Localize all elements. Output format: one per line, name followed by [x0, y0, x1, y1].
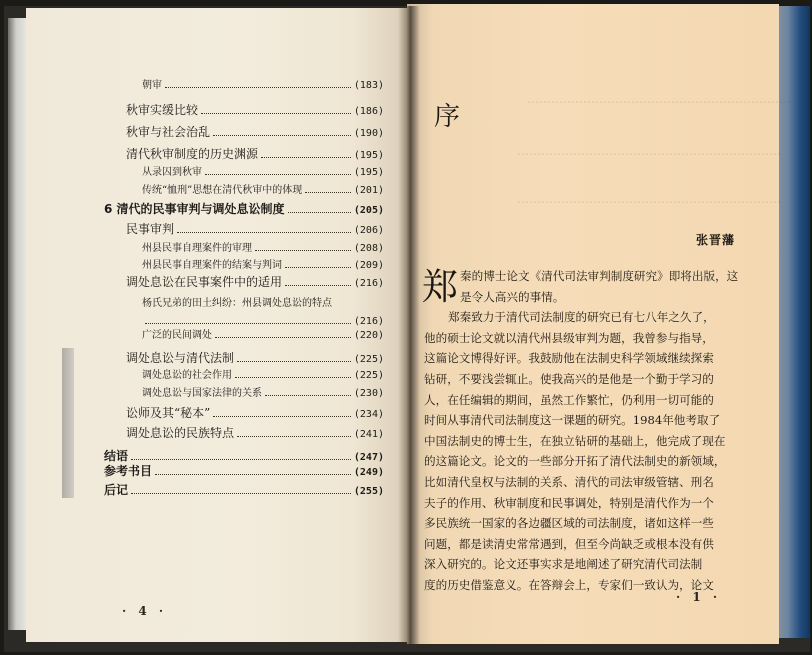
preface-line: 钻研，不要浅尝辄止。使我高兴的是他是一个勤于学习的	[424, 372, 714, 386]
preface-line: 比如清代皇权与法制的关系、清代的司法审级管辖、刑名	[424, 475, 714, 489]
toc-entry-title: 调处息讼在民事案件中的适用	[126, 275, 283, 289]
toc-entry-title: 民事审判	[126, 222, 175, 236]
toc-entry-title: 秋审实缓比较	[126, 103, 199, 117]
toc-leader-dots	[145, 323, 351, 324]
toc-leader-dots	[215, 337, 351, 338]
toc-entry	[104, 200, 384, 217]
preface-line: 时间从事清代司法制度这一课题的研究。1984年他考取了	[424, 413, 721, 428]
preface-line: 的这篇论文。论文的一些部分开拓了清代法制史的新领域，	[424, 454, 726, 469]
preface-line: 多民族统一国家的各边疆区域的司法制度，诸如这样一些	[424, 516, 714, 531]
toc-page-number: (195)	[353, 167, 384, 178]
toc-entry-title: 朝审	[142, 80, 162, 91]
toc-page-number: (225)	[353, 370, 384, 381]
toc-page-number: (225)	[353, 354, 384, 365]
toc-entry	[142, 294, 384, 309]
toc-page-number: (195)	[353, 150, 384, 161]
toc-entry	[126, 349, 384, 366]
toc-page-number: (201)	[353, 185, 384, 196]
preface-line: 中国法制史的博士生，在独立钻研的基础上，他完成了现在	[424, 433, 726, 448]
toc-page-number: (209)	[353, 260, 384, 271]
toc-entry-title: 调处息讼与国家法律的关系	[142, 388, 262, 399]
preface-author: 张晋藩	[696, 233, 736, 247]
preface-line: 秦的博士论文《清代司法审判制度研究》即将出版，这	[460, 269, 739, 283]
toc-page-number: (190)	[353, 128, 384, 139]
preface-line: 深入研究的。论文还事实求是地阐述了研究清代司法制	[424, 557, 703, 572]
toc-page-number: (216)	[353, 316, 384, 327]
toc-entry-title: 调处息讼与清代法制	[126, 351, 235, 365]
toc-entry	[126, 101, 384, 118]
preface-title: 序	[434, 102, 461, 132]
book-gutter	[398, 6, 420, 644]
toc-entry-title: 调处息讼的社会作用	[142, 370, 232, 381]
preface-line: 这篇论文博得好评。我鼓励他在法制史科学领域继续探索	[424, 351, 714, 366]
preface-line: 夫子的作用、秋审制度和民事调处，特别是清代作为一个	[424, 495, 714, 510]
toc-page-number: (183)	[353, 80, 384, 91]
preface-line: 人，在任编辑的期间，虽然工作繁忙，仍利用一切可能的	[424, 392, 714, 407]
toc-page-number: (249)	[353, 467, 384, 478]
toc-entry	[126, 220, 384, 237]
toc-leader-dots	[201, 113, 351, 114]
toc-leader-dots	[288, 212, 351, 213]
toc-entry-title: 后记	[104, 483, 129, 497]
toc-page-number: (206)	[353, 225, 384, 236]
left-page	[26, 8, 410, 642]
toc-entry	[142, 326, 384, 342]
toc-leader-dots	[205, 174, 351, 175]
toc-entry-title: 调处息讼的民族特点	[126, 426, 235, 440]
toc-leader-dots	[213, 416, 351, 417]
preface-line: 他的硕士论文就以清代州县级审判为题，我曾参与指导，	[424, 330, 714, 345]
toc-entry	[142, 239, 384, 255]
toc-entry-title: 杨氏兄弟的田土纠纷：州县调处息讼的特点	[142, 298, 332, 309]
toc-entry-title: 6 清代的民事审判与调处息讼制度	[104, 202, 285, 216]
toc-entry	[104, 481, 384, 498]
right-page-number: · 1 ·	[676, 590, 722, 604]
toc-leader-dots	[213, 135, 351, 136]
show-through-text: …………………………………………………………	[517, 144, 781, 158]
toc-entry	[126, 424, 384, 441]
toc-leader-dots	[177, 232, 351, 233]
toc-leader-dots	[261, 157, 351, 158]
show-through-text: …………………………………………………………	[527, 92, 791, 106]
toc-leader-dots	[237, 436, 351, 437]
toc-page-number: (208)	[353, 243, 384, 254]
table-of-contents	[26, 8, 410, 642]
toc-leader-dots	[235, 377, 351, 378]
toc-leader-dots	[131, 459, 351, 460]
toc-entry-title: 讼师及其“秘本”	[126, 406, 211, 420]
toc-entry	[142, 76, 384, 92]
toc-entry-title: 清代秋审制度的历史渊源	[126, 147, 259, 161]
show-through-text: …………………………………………………………	[517, 192, 781, 206]
toc-page-number: (186)	[353, 106, 384, 117]
toc-entry	[142, 181, 384, 197]
toc-leader-dots	[305, 192, 351, 193]
toc-entry	[126, 145, 384, 162]
drop-cap: 郑	[422, 267, 459, 308]
toc-leader-dots	[255, 250, 351, 251]
toc-entry	[142, 163, 384, 179]
toc-leader-dots	[285, 267, 351, 268]
toc-leader-dots	[285, 285, 351, 286]
toc-entry	[142, 384, 384, 400]
toc-page-number: (255)	[353, 486, 384, 497]
toc-page-number: (234)	[353, 409, 384, 420]
toc-page-number: (230)	[353, 388, 384, 399]
toc-leader-dots	[155, 474, 351, 475]
toc-page-number: (247)	[353, 452, 384, 463]
toc-entry-title: 结语	[104, 449, 129, 463]
toc-entry-title: 秋审与社会治乱	[126, 125, 211, 139]
toc-entry-title: 州县民事自理案件的结案与判词	[142, 260, 282, 271]
toc-page-number: (241)	[353, 429, 384, 440]
preface-line: 度的历史借鉴意义。在答辩会上，专家们一致认为，论文	[424, 578, 714, 592]
toc-leader-dots	[265, 395, 351, 396]
preface-line: 问题，都是读清史常常遇到，但至今尚缺乏或根本没有供	[424, 536, 714, 551]
toc-entry	[126, 404, 384, 421]
toc-page-number: (216)	[353, 278, 384, 289]
toc-entry-title: 州县民事自理案件的审理	[142, 243, 252, 254]
toc-leader-dots	[131, 493, 351, 494]
toc-entry-title: 传统“恤刑”思想在清代秋审中的体现	[142, 185, 303, 196]
left-page-number: · 4 ·	[122, 604, 168, 618]
toc-entry	[142, 256, 384, 272]
toc-entry	[126, 123, 384, 140]
toc-entry	[104, 462, 384, 479]
preface-line: 是令人高兴的事情。	[460, 289, 565, 304]
toc-entry-title: 广泛的民间调处	[142, 330, 212, 341]
toc-leader-dots	[165, 87, 351, 88]
toc-entry	[126, 273, 384, 290]
toc-page-number: (220)	[353, 330, 384, 341]
toc-leader-dots	[237, 361, 351, 362]
toc-entry-title: 从录囚到秋审	[142, 167, 202, 178]
preface-line: 郑秦致力于清代司法制度的研究已有七八年之久了，	[448, 310, 715, 325]
toc-entry-title: 参考书目	[104, 464, 153, 478]
toc-entry	[142, 366, 384, 382]
toc-page-number: (205)	[353, 205, 384, 216]
